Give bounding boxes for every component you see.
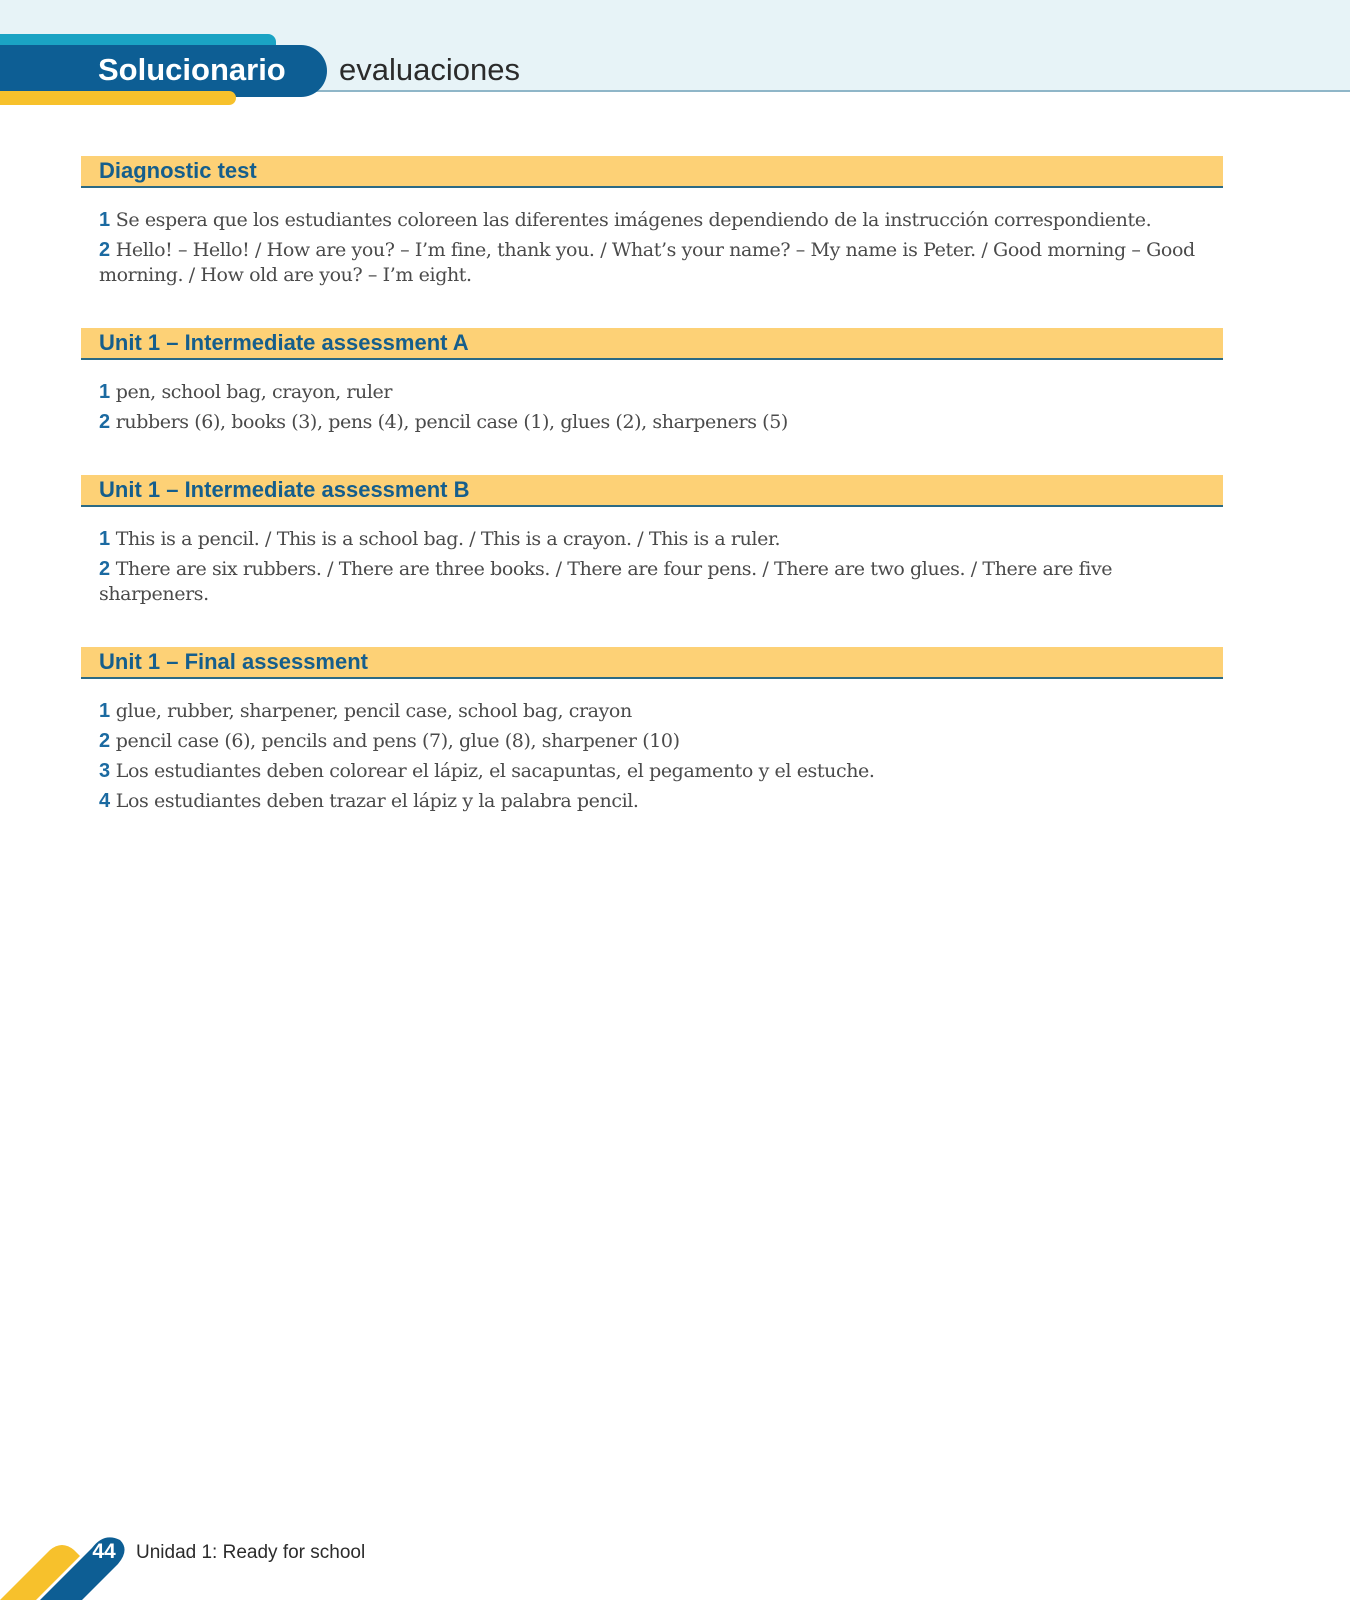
answer-number: 2	[99, 239, 110, 261]
answer-text: This is a pencil. / This is a school bag. / This is a crayon. / This is a ruler.	[115, 528, 781, 550]
answer-number: 2	[99, 411, 110, 433]
footer-unit-label: Unidad 1: Ready for school	[136, 1542, 366, 1563]
answer-number: 4	[99, 790, 110, 812]
answer-text: Se espera que los estudiantes coloreen las diferentes imágenes dependiendo de la instrucción correspondiente.	[115, 209, 1152, 231]
answer-number: 1	[99, 528, 110, 550]
answer-list	[81, 699, 1223, 814]
page-number: 44	[92, 1540, 116, 1563]
section-diagnostic-test	[81, 156, 1223, 288]
answer-text: pencil case (6), pencils and pens (7), glue (8), sharpener (10)	[115, 730, 680, 752]
answer-number: 2	[99, 730, 110, 752]
section-heading: Diagnostic test	[81, 156, 1223, 188]
answer-text: glue, rubber, sharpener, pencil case, school bag, crayon	[115, 700, 632, 722]
section-intermediate-b	[81, 475, 1223, 607]
page-subtitle: evaluaciones	[339, 52, 520, 87]
answer-number: 3	[99, 760, 110, 782]
answer-key-content	[81, 156, 1223, 854]
section-final-assessment	[81, 647, 1223, 814]
section-heading: Unit 1 – Intermediate assessment A	[81, 328, 1223, 360]
answer-number: 1	[99, 700, 110, 722]
answer-text: Los estudiantes deben trazar el lápiz y la palabra pencil.	[115, 790, 639, 812]
answer-list	[81, 380, 1223, 435]
answer-text: pen, school bag, crayon, ruler	[115, 381, 393, 403]
answer-item	[99, 380, 1223, 405]
page-title: Solucionario	[98, 52, 286, 87]
answer-item	[99, 557, 1223, 607]
answer-item	[99, 699, 1223, 724]
answer-text: Los estudiantes deben colorear el lápiz, el sacapuntas, el pegamento y el estuche.	[115, 760, 875, 782]
answer-number: 2	[99, 558, 110, 580]
section-heading: Unit 1 – Intermediate assessment B	[81, 475, 1223, 507]
answer-list	[81, 527, 1223, 607]
answer-item	[99, 208, 1223, 233]
header-yellow-strip	[0, 91, 236, 105]
answer-item	[99, 759, 1223, 784]
answer-item	[99, 527, 1223, 552]
section-intermediate-a	[81, 328, 1223, 435]
answer-text: rubbers (6), books (3), pens (4), pencil case (1), glues (2), sharpeners (5)	[115, 411, 788, 433]
answer-number: 1	[99, 209, 110, 231]
answer-item	[99, 410, 1223, 435]
section-heading: Unit 1 – Final assessment	[81, 647, 1223, 679]
answer-list	[81, 208, 1223, 288]
answer-item	[99, 729, 1223, 754]
answer-item	[99, 238, 1223, 288]
answer-text: Hello! – Hello! / How are you? – I’m fine, thank you. / What’s your name? – My name is Peter. / Good morning – Good morning. / How old are you? – I’m eight.	[99, 239, 1195, 286]
answer-text: There are six rubbers. / There are three books. / There are four pens. / There are two glues. / There are five sharpeners.	[99, 558, 1113, 605]
answer-number: 1	[99, 381, 110, 403]
answer-item	[99, 789, 1223, 814]
